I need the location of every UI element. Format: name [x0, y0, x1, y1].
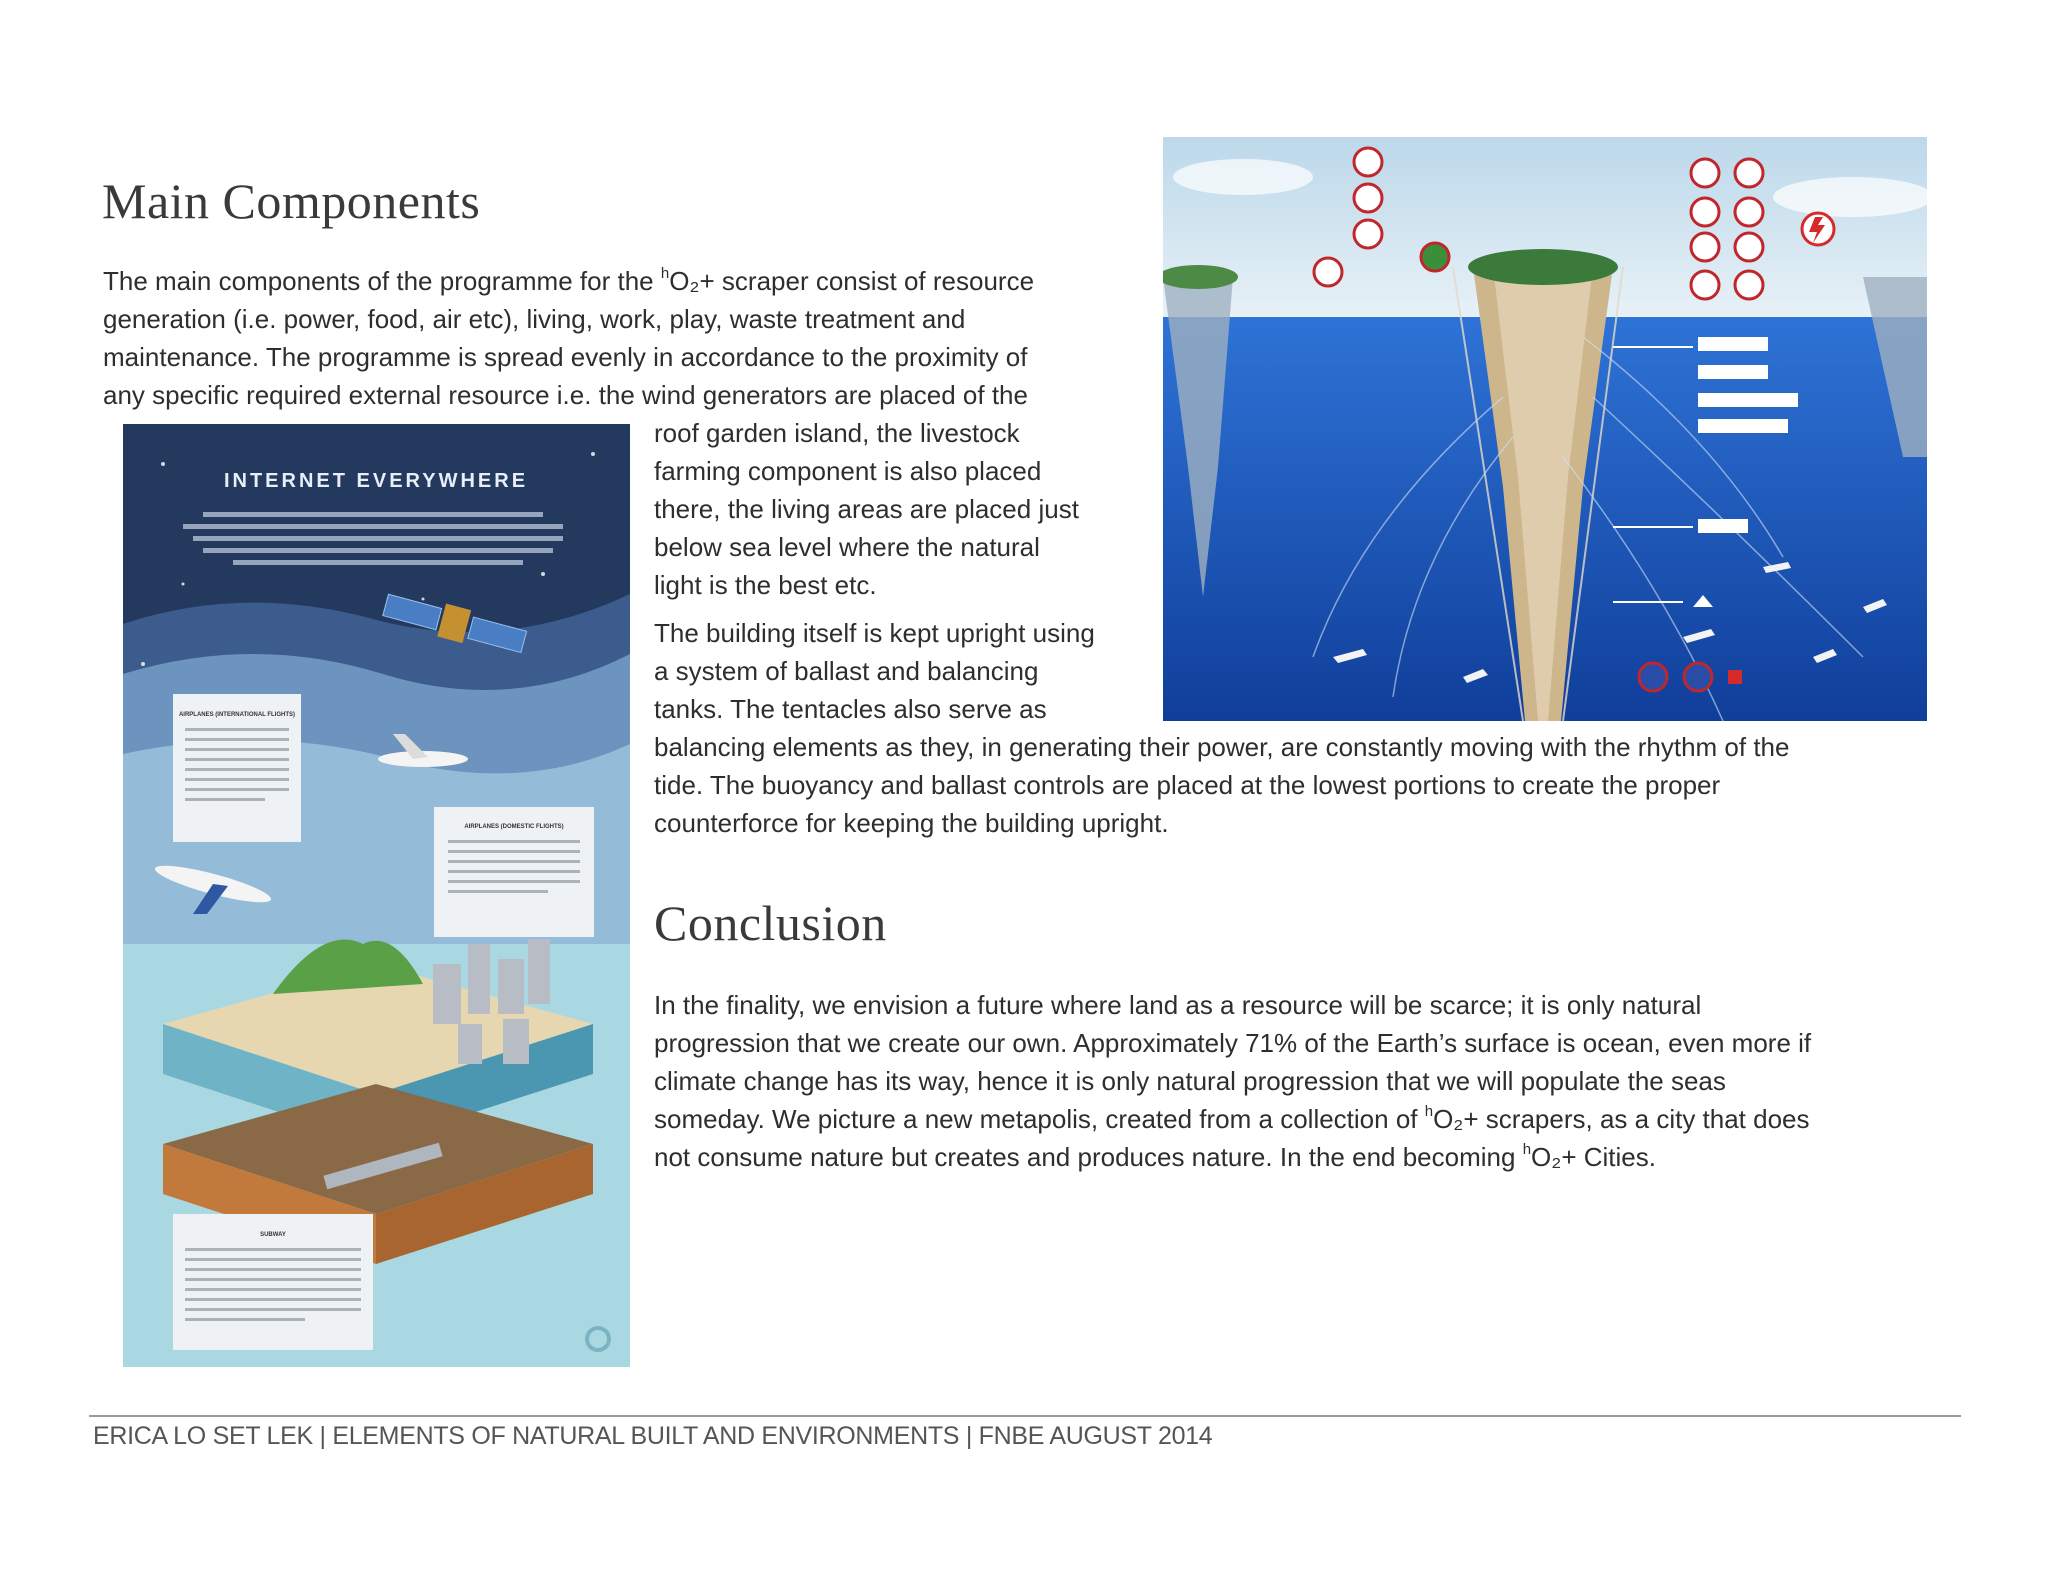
footer-credit: ERICA LO SET LEK | ELEMENTS OF NATURAL BUILT AND ENVIRONMENTS | FNBE AUGUST 2014 — [93, 1422, 1213, 1450]
main-components-line-4: any specific required external resource i.e. the wind generators are placed of the — [103, 380, 1028, 410]
infographic-title: INTERNET EVERYWHERE — [223, 470, 529, 492]
conclusion-line-1: In the finality, we envision a future where land as a resource will be scarce; it is only natural — [654, 990, 1702, 1020]
ballast-line-3: tanks. The tentacles also serve as — [654, 694, 1047, 724]
footer-divider — [89, 1415, 1961, 1417]
main-components-line-1: The main components of the programme for the $^h$O₂+ scraper consist of resource — [103, 265, 1035, 296]
ocean-scene — [1163, 137, 1927, 721]
o2-scraper-illustration — [1163, 137, 1927, 721]
main-components-heading: Main Components — [102, 173, 481, 229]
airplanes-domestic-label: AIRPLANES (DOMESTIC FLIGHTS) — [464, 824, 564, 830]
conclusion-line-3: climate change has its way, hence it is only natural progression that we will populate the seas — [654, 1066, 1726, 1096]
main-components-line-5: roof garden island, the livestock — [654, 418, 1020, 448]
main-components-line-8: below sea level where the natural — [654, 532, 1040, 562]
ballast-line-6: counterforce for keeping the building upright. — [654, 808, 1169, 838]
main-components-line-6: farming component is also placed — [654, 456, 1042, 486]
main-components-line-3: maintenance. The programme is spread evenly in accordance to the proximity of — [103, 342, 1028, 372]
conclusion-line-2: progression that we create our own. Approximately 71% of the Earth’s surface is ocean, even more if — [654, 1028, 1812, 1058]
ballast-line-1: The building itself is kept upright using — [654, 618, 1095, 648]
main-components-line-9: light is the best etc. — [654, 570, 877, 600]
ballast-line-2: a system of ballast and balancing — [654, 656, 1039, 686]
main-components-line-7: there, the living areas are placed just — [654, 494, 1079, 524]
main-components-line-2: generation (i.e. power, food, air etc), living, work, play, waste treatment and — [103, 304, 966, 334]
conclusion-line-5: not consume nature but creates and produces nature. In the end becoming $^h$O₂+ Cities. — [654, 1141, 1656, 1172]
subway-label: SUBWAY — [260, 1232, 286, 1238]
infographic-illustration — [123, 424, 630, 1367]
conclusion-line-4: someday. We picture a new metapolis, created from a collection of $^h$O₂+ scrapers, as a city that does — [654, 1103, 1810, 1134]
conclusion-heading: Conclusion — [654, 895, 887, 951]
airplanes-international-label: AIRPLANES (INTERNATIONAL FLIGHTS) — [178, 712, 296, 718]
ballast-line-4: balancing elements as they, in generating their power, are constantly moving with the rhythm of the — [654, 732, 1790, 762]
internet-everywhere-infographic — [123, 424, 630, 1367]
ballast-line-5: tide. The buoyancy and ballast controls are placed at the lowest portions to create the proper — [654, 770, 1721, 800]
